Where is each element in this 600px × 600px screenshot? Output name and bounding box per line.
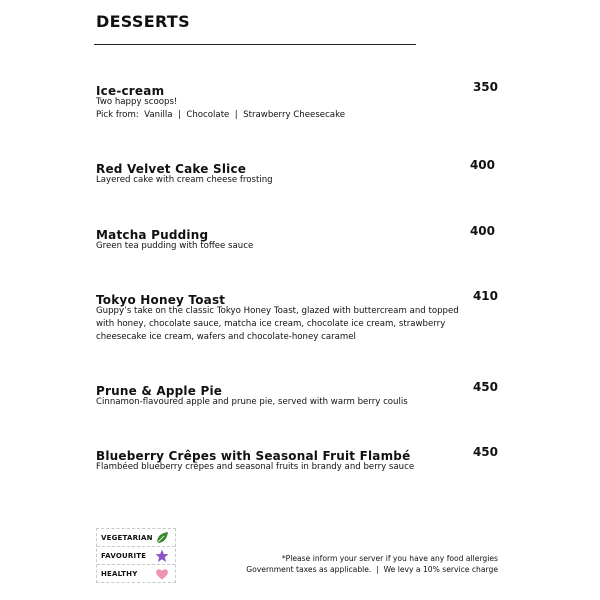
menu-item-ice-cream — [96, 80, 498, 122]
item-price: 450 — [472, 380, 498, 394]
dietary-legend — [96, 528, 176, 583]
menu-item-matcha-pudding — [96, 224, 498, 253]
tax-service-note: Government taxes as applicable. | We levy a 10% service charge — [246, 565, 498, 574]
menu-item-red-velvet-cake — [96, 158, 498, 187]
heart-icon — [155, 567, 169, 581]
item-price: 400 — [469, 158, 495, 172]
item-price: 410 — [472, 289, 498, 303]
item-price: 400 — [469, 224, 495, 238]
item-description-line: with honey, chocolate sauce, matcha ice cream, chocolate ice cream, strawberry — [96, 319, 446, 329]
item-name: Blueberry Crêpes with Seasonal Fruit Flambé — [96, 449, 411, 463]
page-title: DESSERTS — [96, 12, 190, 31]
item-price: 450 — [472, 445, 498, 459]
star-icon — [155, 549, 169, 563]
legend-row-favourite — [97, 547, 175, 565]
item-description — [96, 305, 498, 344]
item-name: Red Velvet Cake Slice — [96, 162, 247, 176]
legend-label: HEALTHY — [101, 570, 138, 578]
menu-item-tokyo-honey-toast — [96, 289, 498, 344]
item-name: Ice-cream — [96, 84, 165, 98]
item-description-line: Layered cake with cream cheese frosting — [96, 175, 273, 185]
item-description-line: Cinnamon-flavoured apple and prune pie, served with warm berry coulis — [96, 397, 408, 407]
item-name: Matcha Pudding — [96, 228, 209, 242]
leaf-icon — [155, 531, 169, 545]
item-description-line: Flambéed blueberry crêpes and seasonal fruits in brandy and berry sauce — [96, 462, 415, 472]
allergy-note: *Please inform your server if you have any food allergies — [281, 554, 498, 563]
item-name: Prune & Apple Pie — [96, 384, 223, 398]
item-description-line: cheesecake ice cream, wafers and chocolate-honey caramel — [96, 332, 356, 342]
legend-row-healthy — [97, 565, 175, 583]
legend-label: VEGETARIAN — [101, 534, 153, 542]
legend-label: FAVOURITE — [101, 552, 147, 560]
item-description-line: Green tea pudding with toffee sauce — [96, 241, 254, 251]
footer-notes — [246, 553, 498, 575]
item-description-line: Two happy scoops! — [96, 97, 178, 107]
item-price: 350 — [472, 80, 498, 94]
item-description-line: Guppy’s take on the classic Tokyo Honey Toast, glazed with buttercream and topped — [96, 306, 459, 316]
item-description — [96, 96, 498, 122]
item-description-line: Pick from: Vanilla | Chocolate | Strawberry Cheesecake — [96, 110, 346, 120]
menu-item-prune-apple-pie — [96, 380, 498, 409]
legend-row-vegetarian — [97, 529, 175, 547]
menu-item-blueberry-crepes — [96, 445, 498, 474]
title-divider — [94, 44, 416, 45]
item-name: Tokyo Honey Toast — [96, 293, 226, 307]
